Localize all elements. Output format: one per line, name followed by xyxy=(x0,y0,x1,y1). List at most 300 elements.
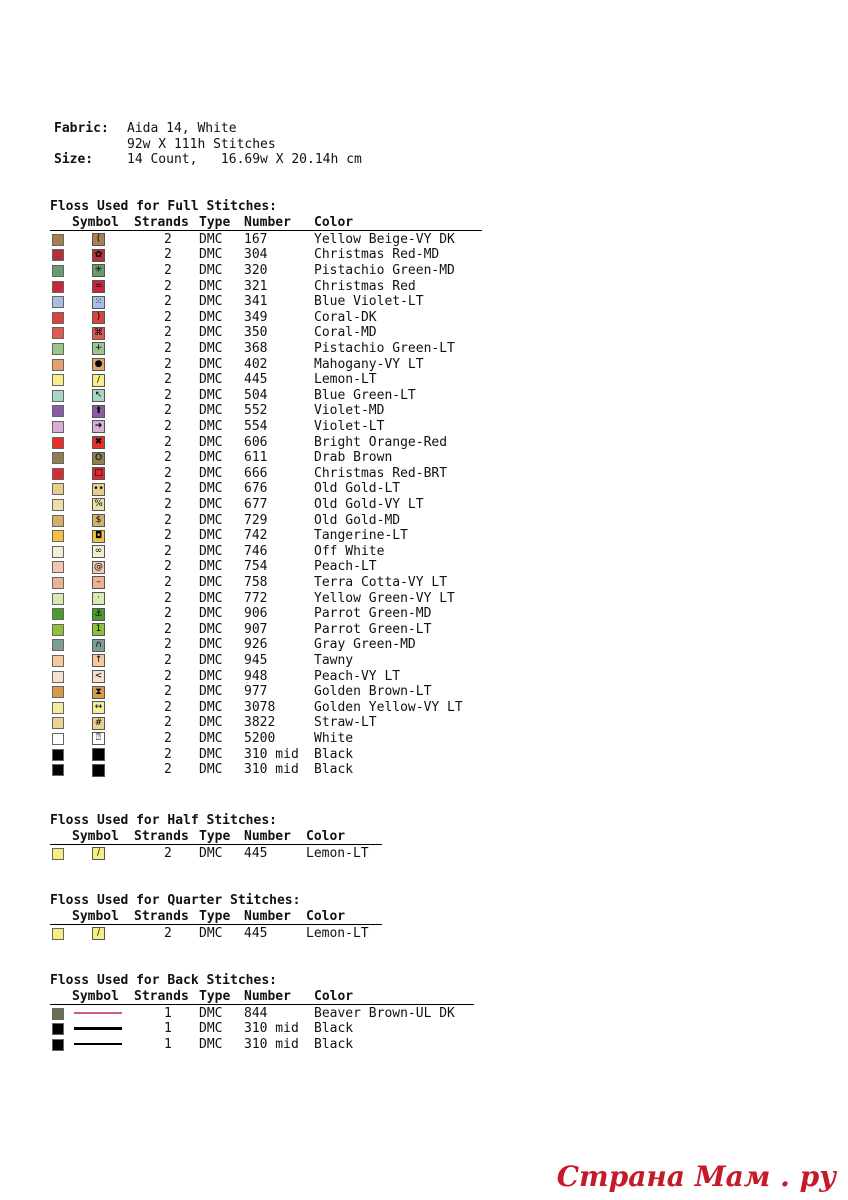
color-swatch xyxy=(52,281,64,293)
number-value: 445 xyxy=(244,925,268,941)
header-color: Color xyxy=(306,908,346,924)
strands-value: 2 xyxy=(164,465,172,481)
color-swatch xyxy=(52,312,64,324)
number-value: 977 xyxy=(244,684,268,700)
color-swatch xyxy=(52,608,64,620)
type-value: DMC xyxy=(199,1005,223,1021)
color-swatch xyxy=(52,702,64,714)
type-value: DMC xyxy=(199,730,223,746)
type-value: DMC xyxy=(199,699,223,715)
type-value: DMC xyxy=(199,574,223,590)
type-value: DMC xyxy=(199,762,223,778)
color-name: Old Gold-VY LT xyxy=(314,496,424,512)
type-value: DMC xyxy=(199,262,223,278)
legend-row xyxy=(50,372,480,388)
number-value: 321 xyxy=(244,278,268,294)
color-name: Black xyxy=(314,746,354,762)
number-value: 926 xyxy=(244,637,268,653)
type-value: DMC xyxy=(199,372,223,388)
legend-row xyxy=(50,466,480,482)
header-color: Color xyxy=(314,214,354,230)
watermark-text: Страна Мам . ру xyxy=(556,1160,836,1193)
color-name: Lemon-LT xyxy=(306,845,369,861)
number-value: 341 xyxy=(244,294,268,310)
color-name: Pistachio Green-MD xyxy=(314,262,455,278)
color-swatch xyxy=(52,249,64,261)
legend-row xyxy=(50,622,480,638)
color-name: Straw-LT xyxy=(314,715,377,731)
number-value: 349 xyxy=(244,309,268,325)
legend-row xyxy=(50,762,480,778)
symbol-icon: ⧗ xyxy=(92,686,105,699)
legend-row xyxy=(50,637,480,653)
strands-value: 2 xyxy=(164,574,172,590)
header-symbol: Symbol xyxy=(72,988,119,1004)
type-value: DMC xyxy=(199,621,223,637)
color-swatch xyxy=(52,928,64,940)
symbol-icon: ⚓ xyxy=(92,608,105,621)
type-value: DMC xyxy=(199,356,223,372)
number-value: 772 xyxy=(244,590,268,606)
backstitch-line-icon xyxy=(74,1043,122,1046)
color-swatch xyxy=(52,764,64,776)
type-value: DMC xyxy=(199,543,223,559)
legend-row xyxy=(50,684,480,700)
header-type: Type xyxy=(199,828,231,844)
strands-value: 2 xyxy=(164,762,172,778)
color-name: Black xyxy=(314,1021,354,1037)
section-title: Floss Used for Full Stitches: xyxy=(50,199,277,214)
header-symbol: Symbol xyxy=(72,214,119,230)
number-value: 758 xyxy=(244,574,268,590)
color-name: Parrot Green-LT xyxy=(314,621,432,637)
symbol-icon: 1 xyxy=(92,623,105,636)
symbol-icon: – xyxy=(92,576,105,589)
strands-value: 2 xyxy=(164,450,172,466)
symbol-icon: / xyxy=(92,847,105,860)
color-name: Christmas Red xyxy=(314,278,416,294)
symbol-icon: < xyxy=(92,670,105,683)
number-value: 907 xyxy=(244,621,268,637)
header-number: Number xyxy=(244,908,291,924)
symbol-icon: + xyxy=(92,342,105,355)
strands-value: 2 xyxy=(164,231,172,247)
symbol-icon: ● xyxy=(92,358,105,371)
type-value: DMC xyxy=(199,925,223,941)
strands-value: 2 xyxy=(164,496,172,512)
symbol-icon: ◘ xyxy=(92,530,105,543)
type-value: DMC xyxy=(199,715,223,731)
symbol-icon: ∩ xyxy=(92,639,105,652)
number-value: 310 mid xyxy=(244,1021,299,1037)
number-value: 676 xyxy=(244,481,268,497)
number-value: 906 xyxy=(244,606,268,622)
legend-row xyxy=(50,731,480,747)
type-value: DMC xyxy=(199,309,223,325)
strands-value: 2 xyxy=(164,637,172,653)
strands-value: 2 xyxy=(164,340,172,356)
type-value: DMC xyxy=(199,434,223,450)
number-value: 552 xyxy=(244,403,268,419)
color-swatch xyxy=(52,1039,64,1051)
strands-value: 2 xyxy=(164,925,172,941)
strands-value: 2 xyxy=(164,294,172,310)
number-value: 948 xyxy=(244,668,268,684)
section-title: Floss Used for Back Stitches: xyxy=(50,973,277,988)
strands-value: 2 xyxy=(164,730,172,746)
symbol-icon: ) xyxy=(92,311,105,324)
legend-row xyxy=(50,669,480,685)
type-value: DMC xyxy=(199,512,223,528)
number-value: 445 xyxy=(244,845,268,861)
color-swatch xyxy=(52,421,64,433)
legend-row xyxy=(50,1037,480,1053)
number-value: 554 xyxy=(244,418,268,434)
strands-value: 2 xyxy=(164,528,172,544)
symbol-icon: ↔ xyxy=(92,701,105,714)
header-symbol: Symbol xyxy=(72,908,119,924)
type-value: DMC xyxy=(199,528,223,544)
type-value: DMC xyxy=(199,387,223,403)
color-swatch xyxy=(52,390,64,402)
color-name: White xyxy=(314,730,354,746)
type-value: DMC xyxy=(199,845,223,861)
strands-value: 2 xyxy=(164,606,172,622)
color-name: Tangerine-LT xyxy=(314,528,408,544)
color-name: Christmas Red-BRT xyxy=(314,465,448,481)
type-value: DMC xyxy=(199,418,223,434)
color-swatch xyxy=(52,671,64,683)
color-swatch xyxy=(52,1023,64,1035)
legend-row xyxy=(50,575,480,591)
number-value: 3078 xyxy=(244,699,276,715)
strands-value: 2 xyxy=(164,278,172,294)
strands-value: 1 xyxy=(164,1021,172,1037)
color-name: Violet-MD xyxy=(314,403,385,419)
header-strands: Strands xyxy=(134,214,189,230)
color-name: Lemon-LT xyxy=(306,925,369,941)
color-swatch xyxy=(52,1008,64,1020)
symbol-icon: = xyxy=(92,280,105,293)
number-value: 742 xyxy=(244,528,268,544)
fabric-value: Aida 14, White xyxy=(127,121,237,136)
symbol-icon: ∞ xyxy=(92,545,105,558)
legend-row xyxy=(50,926,480,942)
symbol-icon: ✖ xyxy=(92,436,105,449)
color-swatch xyxy=(52,437,64,449)
type-value: DMC xyxy=(199,450,223,466)
color-name: Blue Violet-LT xyxy=(314,294,424,310)
legend-row xyxy=(50,263,480,279)
symbol-icon: ✳ xyxy=(92,264,105,277)
size-label: Size: xyxy=(54,152,94,167)
legend-row xyxy=(50,232,480,248)
header-type: Type xyxy=(199,908,231,924)
header-number: Number xyxy=(244,214,291,230)
legend-row xyxy=(50,481,480,497)
legend-row xyxy=(50,513,480,529)
header-strands: Strands xyxy=(134,828,189,844)
symbol-icon: ↑ xyxy=(92,654,105,667)
strands-value: 2 xyxy=(164,356,172,372)
color-swatch xyxy=(52,530,64,542)
legend-row xyxy=(50,450,480,466)
type-value: DMC xyxy=(199,1021,223,1037)
number-value: 320 xyxy=(244,262,268,278)
type-value: DMC xyxy=(199,465,223,481)
legend-row xyxy=(50,279,480,295)
color-name: Drab Brown xyxy=(314,450,393,466)
strands-value: 2 xyxy=(164,387,172,403)
color-name: Old Gold-LT xyxy=(314,481,401,497)
number-value: 310 mid xyxy=(244,762,299,778)
strands-value: 2 xyxy=(164,543,172,559)
number-value: 677 xyxy=(244,496,268,512)
legend-row xyxy=(50,653,480,669)
legend-row xyxy=(50,591,480,607)
symbol-icon: ↖ xyxy=(92,389,105,402)
type-value: DMC xyxy=(199,684,223,700)
number-value: 504 xyxy=(244,387,268,403)
color-swatch xyxy=(52,359,64,371)
color-name: Coral-MD xyxy=(314,325,377,341)
legend-row xyxy=(50,403,480,419)
strands-value: 2 xyxy=(164,668,172,684)
color-swatch xyxy=(52,515,64,527)
color-swatch xyxy=(52,848,64,860)
strands-value: 2 xyxy=(164,262,172,278)
number-value: 350 xyxy=(244,325,268,341)
header-number: Number xyxy=(244,988,291,1004)
color-swatch xyxy=(52,686,64,698)
color-name: Black xyxy=(314,1036,354,1052)
backstitch-line-icon xyxy=(74,1027,122,1030)
symbol-icon: ⍰ xyxy=(92,732,105,745)
color-name: Yellow Green-VY LT xyxy=(314,590,455,606)
type-value: DMC xyxy=(199,231,223,247)
symbol-icon xyxy=(92,764,105,777)
strands-value: 2 xyxy=(164,512,172,528)
color-name: Blue Green-LT xyxy=(314,387,416,403)
strands-value: 2 xyxy=(164,372,172,388)
type-value: DMC xyxy=(199,247,223,263)
color-swatch xyxy=(52,374,64,386)
number-value: 3822 xyxy=(244,715,276,731)
legend-row xyxy=(50,325,480,341)
strands-value: 2 xyxy=(164,746,172,762)
symbol-icon: @ xyxy=(94,561,103,572)
header-color: Color xyxy=(314,988,354,1004)
header-number: Number xyxy=(244,828,291,844)
strands-value: 2 xyxy=(164,247,172,263)
symbol-icon: · xyxy=(92,592,105,605)
legend-row xyxy=(50,747,480,763)
header-strands: Strands xyxy=(134,988,189,1004)
legend-row xyxy=(50,715,480,731)
color-swatch xyxy=(52,405,64,417)
color-swatch xyxy=(52,577,64,589)
symbol-icon: ⌘ xyxy=(94,327,103,338)
legend-row xyxy=(50,846,480,862)
number-value: 445 xyxy=(244,372,268,388)
color-name: Coral-DK xyxy=(314,309,377,325)
number-value: 746 xyxy=(244,543,268,559)
legend-row xyxy=(50,606,480,622)
number-value: 368 xyxy=(244,340,268,356)
type-value: DMC xyxy=(199,606,223,622)
color-name: Golden Yellow-VY LT xyxy=(314,699,463,715)
color-swatch xyxy=(52,717,64,729)
number-value: 666 xyxy=(244,465,268,481)
color-name: Parrot Green-MD xyxy=(314,606,432,622)
number-value: 5200 xyxy=(244,730,276,746)
color-swatch xyxy=(52,546,64,558)
legend-row xyxy=(50,419,480,435)
color-swatch xyxy=(52,733,64,745)
legend-row xyxy=(50,357,480,373)
section-title: Floss Used for Half Stitches: xyxy=(50,813,277,828)
header-strands: Strands xyxy=(134,908,189,924)
symbol-icon: $ xyxy=(92,514,105,527)
symbol-icon: O xyxy=(92,452,105,465)
color-name: Off White xyxy=(314,543,385,559)
color-name: Bright Orange-Red xyxy=(314,434,448,450)
color-name: Violet-LT xyxy=(314,418,385,434)
color-swatch xyxy=(52,639,64,651)
type-value: DMC xyxy=(199,746,223,762)
type-value: DMC xyxy=(199,668,223,684)
legend-row xyxy=(50,294,480,310)
color-swatch xyxy=(52,593,64,605)
color-swatch xyxy=(52,452,64,464)
stitch-count: 92w X 111h Stitches xyxy=(127,136,276,152)
strands-value: 2 xyxy=(164,652,172,668)
strands-value: 2 xyxy=(164,699,172,715)
header-type: Type xyxy=(199,214,231,230)
color-name: Yellow Beige-VY DK xyxy=(314,231,455,247)
color-swatch xyxy=(52,327,64,339)
header-symbol: Symbol xyxy=(72,828,119,844)
legend-row xyxy=(50,544,480,560)
legend-row xyxy=(50,497,480,513)
color-swatch xyxy=(52,483,64,495)
size-value: 14 Count, 16.69w X 20.14h cm xyxy=(127,152,362,167)
number-value: 754 xyxy=(244,559,268,575)
number-value: 167 xyxy=(244,231,268,247)
color-swatch xyxy=(52,561,64,573)
color-swatch xyxy=(52,234,64,246)
color-name: Mahogany-VY LT xyxy=(314,356,424,372)
legend-row xyxy=(50,247,480,263)
color-name: Lemon-LT xyxy=(314,372,377,388)
type-value: DMC xyxy=(199,496,223,512)
color-name: Golden Brown-LT xyxy=(314,684,432,700)
strands-value: 2 xyxy=(164,325,172,341)
strands-value: 2 xyxy=(164,621,172,637)
number-value: 945 xyxy=(244,652,268,668)
color-swatch xyxy=(52,343,64,355)
color-name: Gray Green-MD xyxy=(314,637,416,653)
color-name: Beaver Brown-UL DK xyxy=(314,1005,455,1021)
number-value: 606 xyxy=(244,434,268,450)
legend-row xyxy=(50,528,480,544)
color-swatch xyxy=(52,655,64,667)
strands-value: 2 xyxy=(164,434,172,450)
symbol-icon: / xyxy=(92,927,105,940)
strands-value: 2 xyxy=(164,309,172,325)
strands-value: 2 xyxy=(164,590,172,606)
legend-row xyxy=(50,435,480,451)
color-swatch xyxy=(52,749,64,761)
symbol-icon: ➜ xyxy=(92,420,105,433)
legend-row xyxy=(50,559,480,575)
color-name: Christmas Red-MD xyxy=(314,247,440,263)
number-value: 310 mid xyxy=(244,746,299,762)
color-name: Peach-VY LT xyxy=(314,668,401,684)
legend-row xyxy=(50,1021,480,1037)
type-value: DMC xyxy=(199,278,223,294)
type-value: DMC xyxy=(199,340,223,356)
type-value: DMC xyxy=(199,1036,223,1052)
color-name: Tawny xyxy=(314,652,354,668)
type-value: DMC xyxy=(199,652,223,668)
type-value: DMC xyxy=(199,590,223,606)
strands-value: 1 xyxy=(164,1005,172,1021)
legend-row xyxy=(50,341,480,357)
number-value: 611 xyxy=(244,450,268,466)
number-value: 310 mid xyxy=(244,1036,299,1052)
number-value: 402 xyxy=(244,356,268,372)
number-value: 844 xyxy=(244,1005,268,1021)
number-value: 729 xyxy=(244,512,268,528)
color-swatch xyxy=(52,265,64,277)
strands-value: 2 xyxy=(164,559,172,575)
symbol-icon: □ xyxy=(92,467,105,480)
strands-value: 2 xyxy=(164,403,172,419)
color-name: Black xyxy=(314,762,354,778)
strands-value: 2 xyxy=(164,418,172,434)
color-swatch xyxy=(52,296,64,308)
color-swatch xyxy=(52,624,64,636)
type-value: DMC xyxy=(199,637,223,653)
legend-row xyxy=(50,310,480,326)
symbol-icon: # xyxy=(92,717,105,730)
color-name: Terra Cotta-VY LT xyxy=(314,574,448,590)
type-value: DMC xyxy=(199,294,223,310)
color-name: Pistachio Green-LT xyxy=(314,340,455,356)
type-value: DMC xyxy=(199,559,223,575)
header-type: Type xyxy=(199,988,231,1004)
backstitch-line-icon xyxy=(74,1012,122,1015)
number-value: 304 xyxy=(244,247,268,263)
strands-value: 2 xyxy=(164,845,172,861)
legend-row xyxy=(50,1006,480,1022)
type-value: DMC xyxy=(199,325,223,341)
header-color: Color xyxy=(306,828,346,844)
symbol-icon: •• xyxy=(93,483,104,494)
symbol-icon: ⁙ xyxy=(92,296,105,309)
color-name: Peach-LT xyxy=(314,559,377,575)
color-swatch xyxy=(52,468,64,480)
legend-row xyxy=(50,388,480,404)
strands-value: 2 xyxy=(164,481,172,497)
symbol-icon: / xyxy=(92,374,105,387)
color-name: Old Gold-MD xyxy=(314,512,401,528)
strands-value: 2 xyxy=(164,715,172,731)
symbol-icon: ✿ xyxy=(92,249,105,262)
strands-value: 2 xyxy=(164,684,172,700)
section-title: Floss Used for Quarter Stitches: xyxy=(50,893,301,908)
